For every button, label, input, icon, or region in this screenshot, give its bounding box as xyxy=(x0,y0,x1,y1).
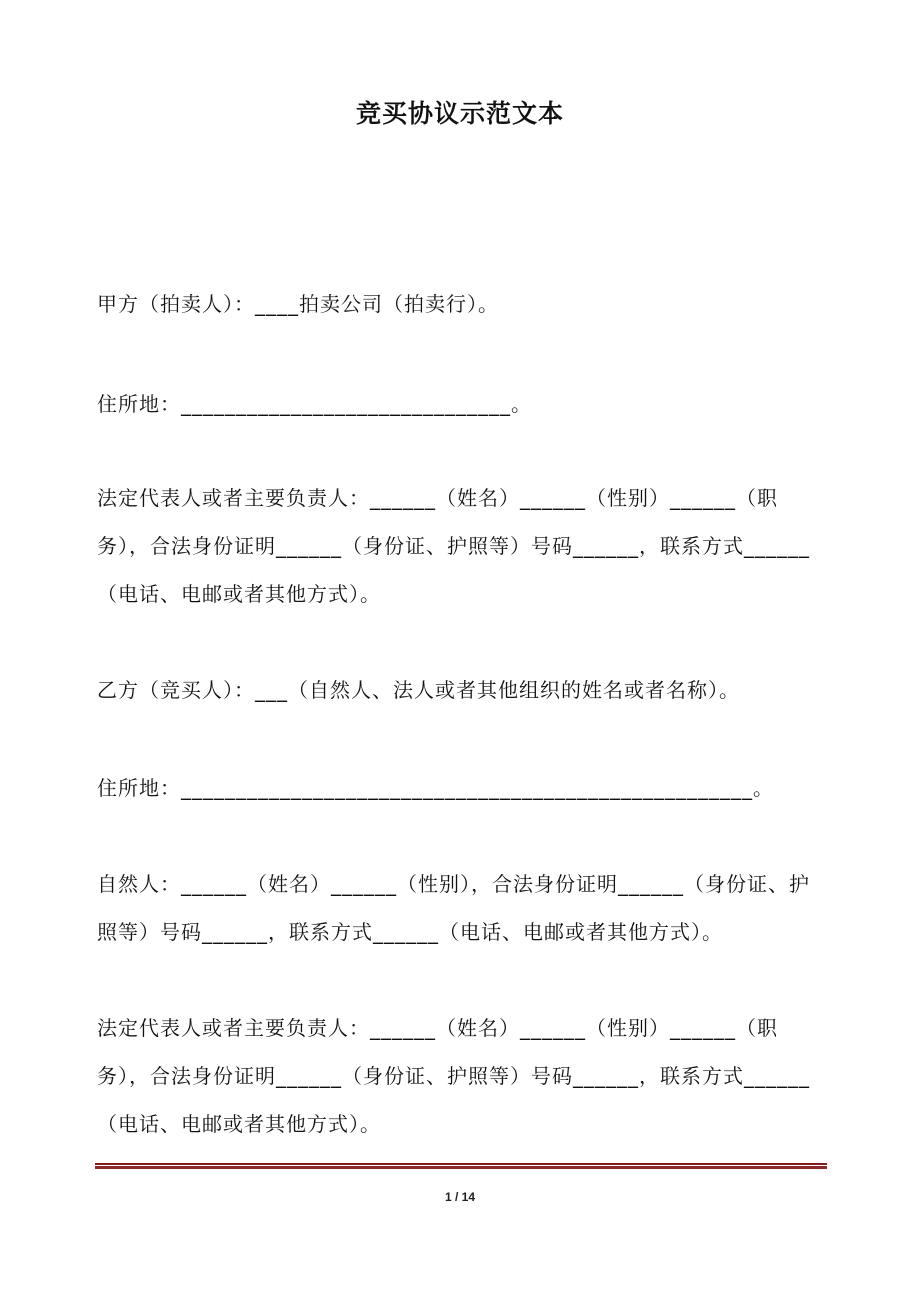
footer-rule-bottom xyxy=(95,1166,827,1169)
footer-rule-top xyxy=(95,1163,827,1165)
party-b-paragraph: 乙方（竞买人）：___（自然人、法人或者其他组织的姓名或者名称）。 xyxy=(97,678,740,702)
party-a-address-paragraph: 住所地：______________________________。 xyxy=(97,392,532,416)
document-title: 竞买协议示范文本 xyxy=(355,99,564,128)
natural-person-paragraph: 自然人：______（姓名）______（性别），合法身份证明______（身份证、护照等）号码______，联系方式______（电话、电邮或者其他方式）。 xyxy=(97,872,810,944)
party-b-representative-paragraph: 法定代表人或者主要负责人：______（姓名）______（性别）______（职务），合法身份证明______（身份证、护照等）号码______，联系方式______（电话、电邮或者其他方式）。 xyxy=(97,1016,810,1136)
party-a-paragraph: 甲方（拍卖人）：____拍卖公司（拍卖行）。 xyxy=(97,292,499,316)
party-b-address-paragraph: 住所地：____________________________________________________。 xyxy=(97,776,774,800)
page-indicator: 1 / 14 xyxy=(444,1190,476,1204)
party-a-representative-paragraph: 法定代表人或者主要负责人：______（姓名）______（性别）______（职务），合法身份证明______（身份证、护照等）号码______，联系方式______（电话、电邮或者其他方式）。 xyxy=(97,486,810,606)
